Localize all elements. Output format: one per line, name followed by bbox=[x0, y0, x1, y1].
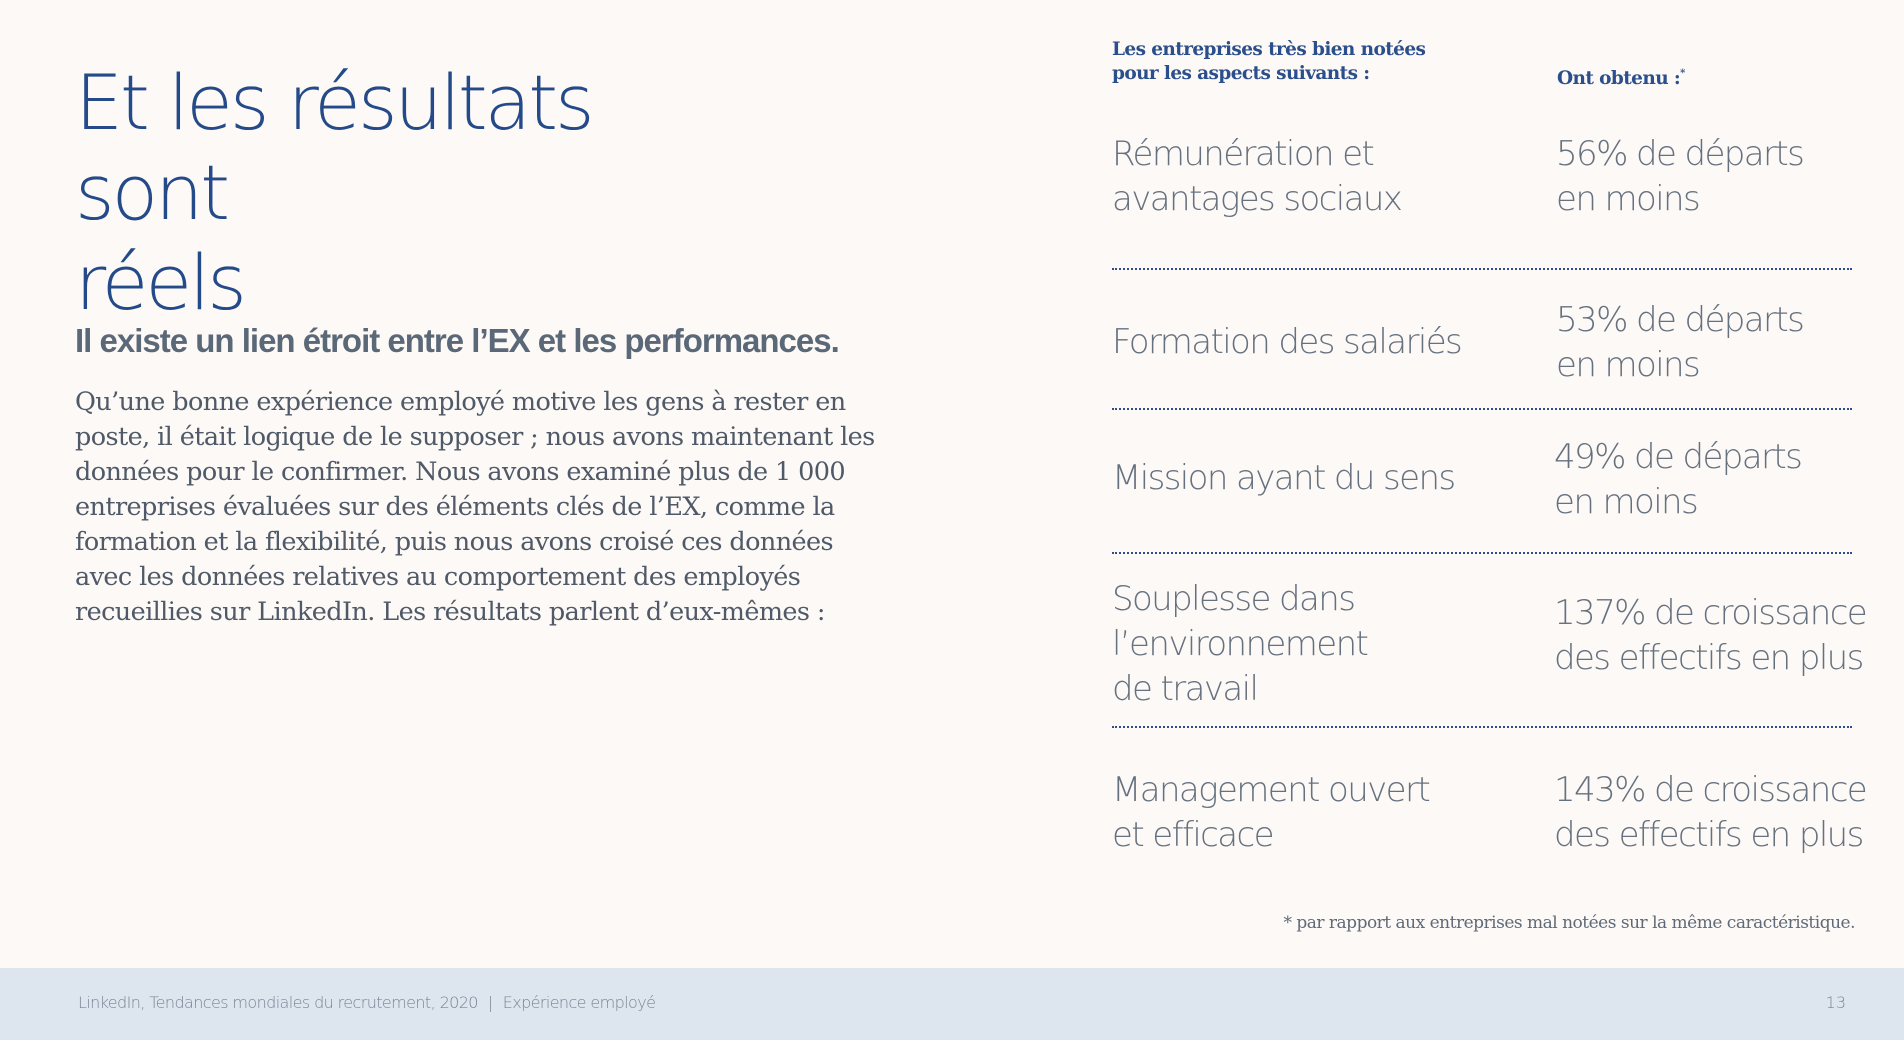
column-header-results bbox=[1557, 62, 1685, 91]
footer-divider: | bbox=[487, 993, 493, 1012]
result-cell bbox=[1554, 435, 1854, 525]
column-header-line: pour les aspects suivants : bbox=[1112, 63, 1370, 84]
aspect-line: Mission ayant du sens bbox=[1112, 458, 1455, 498]
body-line: recueillies sur LinkedIn. Les résultats parlent d’eux-mêmes : bbox=[75, 597, 825, 627]
aspect-line: de travail bbox=[1112, 669, 1258, 709]
aspect-cell bbox=[1112, 132, 1532, 222]
aspect-line: Management ouvert bbox=[1112, 770, 1430, 810]
result-line: en moins bbox=[1556, 345, 1700, 385]
result-line: des effectifs en plus bbox=[1554, 638, 1863, 678]
aspect-cell bbox=[1112, 456, 1532, 501]
body-line: entreprises évaluées sur des éléments clés de l’EX, comme la bbox=[75, 492, 835, 522]
footer-source bbox=[78, 993, 655, 1012]
footer-source-title: LinkedIn, Tendances mondiales du recrutement, 2020 bbox=[78, 993, 478, 1012]
page-title-line-2: réels bbox=[75, 238, 244, 327]
body-line: Qu’une bonne expérience employé motive les gens à rester en bbox=[75, 387, 846, 417]
result-line: 143% de croissance bbox=[1554, 770, 1867, 810]
aspect-cell bbox=[1112, 577, 1532, 712]
footer-section: Expérience employé bbox=[502, 993, 656, 1012]
result-cell bbox=[1556, 298, 1856, 388]
body-paragraph bbox=[75, 385, 895, 630]
page-title bbox=[75, 58, 715, 328]
aspect-line: Rémunération et bbox=[1112, 134, 1374, 174]
page-title-line-1: Et les résultats sont bbox=[75, 58, 592, 237]
footnote-marker: * bbox=[1680, 68, 1685, 79]
page-number: 13 bbox=[1825, 993, 1846, 1012]
aspect-line: Souplesse dans bbox=[1112, 579, 1355, 619]
body-line: poste, il était logique de le supposer ; nous avons maintenant les bbox=[75, 422, 875, 452]
row-separator bbox=[1112, 726, 1852, 728]
row-separator bbox=[1112, 552, 1852, 554]
aspect-cell bbox=[1112, 768, 1532, 858]
result-line: 53% de départs bbox=[1556, 300, 1804, 340]
aspect-line: l’environnement bbox=[1112, 624, 1368, 664]
result-line: 56% de départs bbox=[1556, 134, 1804, 174]
row-separator bbox=[1112, 268, 1852, 270]
result-line: en moins bbox=[1556, 179, 1700, 219]
footnote: * par rapport aux entreprises mal notées sur la même caractéristique. bbox=[1283, 913, 1855, 933]
row-separator bbox=[1112, 408, 1852, 410]
section-subheading: Il existe un lien étroit entre l’EX et les performances. bbox=[75, 322, 839, 359]
result-cell bbox=[1554, 768, 1867, 858]
result-line: 137% de croissance bbox=[1554, 593, 1867, 633]
body-line: données pour le confirmer. Nous avons examiné plus de 1 000 bbox=[75, 457, 846, 487]
aspect-cell bbox=[1112, 320, 1532, 365]
result-cell bbox=[1554, 591, 1867, 681]
result-line: des effectifs en plus bbox=[1554, 815, 1863, 855]
body-line: avec les données relatives au comportement des employés bbox=[75, 562, 801, 592]
result-cell bbox=[1556, 132, 1856, 222]
aspect-line: avantages sociaux bbox=[1112, 179, 1402, 219]
body-line: formation et la flexibilité, puis nous avons croisé ces données bbox=[75, 527, 833, 557]
column-header-text: Ont obtenu : bbox=[1557, 68, 1681, 89]
column-header-aspects bbox=[1112, 38, 1425, 86]
column-header-line: Les entreprises très bien notées bbox=[1112, 39, 1426, 60]
aspect-line: Formation des salariés bbox=[1112, 322, 1462, 362]
page-footer bbox=[0, 968, 1904, 1040]
result-line: 49% de départs bbox=[1554, 437, 1802, 477]
aspect-line: et efficace bbox=[1112, 815, 1273, 855]
result-line: en moins bbox=[1554, 482, 1698, 522]
